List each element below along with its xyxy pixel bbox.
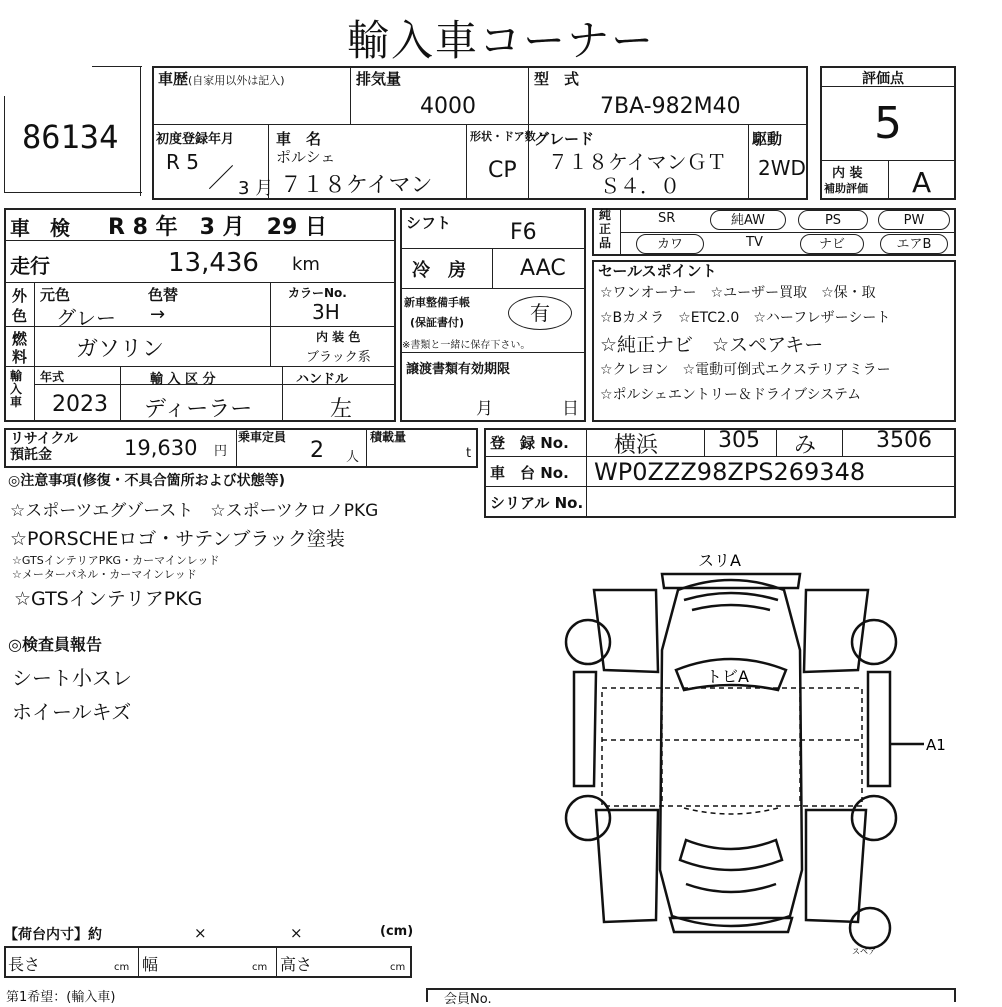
sales-point-1: ☆ワンオーナー ☆ユーザー買取 ☆保・取	[600, 285, 876, 301]
genuine-navi: ナビ	[800, 234, 864, 254]
top-info-divider	[152, 124, 808, 125]
inspection-value: R 8 年 3 月 29 日	[108, 215, 327, 240]
inspection-label: 車 検	[10, 216, 70, 240]
lot-left-line	[4, 96, 5, 192]
cargo-width-unit: cm	[252, 962, 268, 973]
sales-point-4: ☆クレヨン ☆電動可倒式エクステリアミラー	[600, 362, 891, 378]
genuine-side-label: 純 正 品	[599, 208, 612, 250]
diagram-spare-label: スペア	[852, 947, 876, 956]
import-side-label: 輸入車	[10, 369, 23, 409]
score-value: 5	[874, 98, 902, 149]
genuine-leather: カワ	[636, 234, 704, 254]
sales-points-label: セールスポイント	[598, 262, 717, 280]
color-code-value: 3H	[312, 300, 340, 324]
fuel-value: ガソリン	[76, 337, 165, 362]
displacement-value: 4000	[420, 94, 476, 119]
aircon-label: 冷 房	[412, 260, 466, 281]
color-side-label-1: 外	[12, 287, 28, 305]
fuel-side-label-2: 料	[12, 348, 28, 366]
body-value: CP	[488, 158, 517, 183]
score-label: 評価点	[862, 71, 904, 87]
color-side-label-2: 色	[12, 307, 28, 325]
registration-number: 3506	[876, 428, 932, 453]
first-reg-label: 初度登録年月	[156, 132, 235, 147]
warranty-note: ※書類と一緒に保存下さい。	[402, 340, 531, 351]
history-label: 車歴(自家用以外は記入)	[158, 70, 285, 88]
import-year-label: 年式	[40, 370, 65, 384]
shift-value: F6	[510, 220, 537, 245]
interior-value: A	[912, 166, 932, 199]
genuine-aw: 純AW	[710, 210, 786, 230]
cargo-size-row	[4, 946, 412, 978]
displacement-label: 排気量	[356, 70, 402, 88]
color-code-label: カラーNo.	[288, 286, 347, 300]
genuine-tv: TV	[746, 235, 763, 250]
note-small-2: ☆メーターパネル・カーマインレッド	[12, 568, 197, 581]
footer-hope: 第1希望：(輸入車)	[6, 990, 116, 1005]
car-maker: ポルシェ	[276, 148, 336, 166]
recycle-label-2: 預託金	[10, 447, 52, 463]
import-category-label: 輸 入 区 分	[150, 372, 216, 387]
interior-color-label: 内 装 色	[316, 330, 361, 344]
cargo-width-label: 幅	[142, 955, 159, 974]
car-name-value: ７１８ケイマン	[280, 173, 433, 198]
model-type-label: 型 式	[534, 70, 580, 88]
interior-label: 内 装	[832, 166, 863, 181]
mileage-unit: km	[292, 254, 320, 275]
grade-label: グレード	[534, 130, 595, 148]
changed-color-label: 色替	[148, 286, 179, 304]
transfer-doc-label: 譲渡書類有効期限	[406, 362, 511, 377]
interior-color-value: ブラック系	[306, 350, 371, 365]
note-item-last: ☆GTSインテリアPKG	[14, 588, 203, 610]
handle-label: ハンドル	[296, 372, 349, 387]
import-category-value: ディーラー	[144, 397, 253, 422]
registration-class: 305	[718, 428, 760, 453]
drive-value: 2WD	[758, 156, 806, 180]
cargo-unit: (cm)	[380, 924, 414, 939]
fuel-side-label-1: 燃	[12, 330, 28, 348]
lot-bottom-line	[4, 192, 142, 193]
diagram-front-label: スリA	[698, 551, 741, 570]
car-damage-diagram	[550, 540, 970, 960]
load-label: 積載量	[370, 430, 407, 444]
cargo-height-unit: cm	[390, 962, 406, 973]
cargo-length-unit: cm	[114, 962, 130, 973]
first-reg-era: R 5	[166, 150, 199, 174]
shift-label: シフト	[406, 214, 452, 232]
original-color-value: グレー	[56, 306, 116, 330]
inspector-label: ◎検査員報告	[8, 635, 102, 654]
footer-member-box	[426, 988, 956, 1002]
changed-color-value: →	[150, 304, 166, 325]
warranty-label-1: 新車整備手帳	[404, 296, 470, 309]
cargo-height-label: 高さ	[280, 955, 313, 974]
capacity-unit: 人	[346, 450, 360, 465]
warranty-label-2: (保証書付)	[410, 316, 465, 329]
recycle-value: 19,630	[124, 436, 198, 460]
genuine-sr: SR	[658, 211, 676, 226]
genuine-pw: PW	[878, 210, 950, 230]
drive-label: 駆動	[752, 130, 783, 148]
cargo-length-label: 長さ	[8, 955, 41, 974]
original-color-label: 元色	[40, 286, 71, 304]
diagram-side-label: A1	[926, 736, 946, 754]
mileage-value: 13,436	[168, 248, 259, 278]
chassis-label: 車 台 No.	[490, 464, 569, 482]
load-unit: t	[466, 446, 472, 461]
inspector-item-1: シート小スレ	[12, 666, 132, 690]
recycle-unit: 円	[214, 444, 228, 459]
model-type-value: 7BA-982M40	[600, 94, 741, 119]
footer-member-label: 会員No.	[444, 992, 492, 1007]
grade-line1: ７１８ケイマンＧＴ	[548, 150, 727, 174]
note-item-1: ☆スポーツエグゾースト ☆スポーツクロノPKG	[10, 501, 379, 521]
grade-line2: Ｓ４．０	[600, 174, 680, 198]
cargo-x1: ×	[194, 924, 207, 942]
handle-value: 左	[330, 397, 353, 422]
recycle-label-1: リサイクル	[10, 431, 79, 447]
registration-label: 登 録 No.	[490, 434, 569, 452]
note-item-2: ☆PORSCHEロゴ・サテンブラック塗装	[10, 528, 345, 550]
inspector-item-2: ホイールキズ	[12, 700, 132, 724]
body-label: 形状・ドア数	[470, 130, 536, 143]
first-reg-month: 3 月	[238, 178, 274, 199]
interior-sub-label: 補助評価	[824, 182, 868, 195]
transfer-day-unit: 日	[562, 399, 579, 419]
capacity-value: 2	[310, 438, 324, 463]
import-year-value: 2023	[52, 392, 108, 417]
mileage-label: 走行	[10, 254, 50, 278]
sales-point-2: ☆Bカメラ ☆ETC2.0 ☆ハーフレザーシート	[600, 310, 891, 326]
sales-point-5: ☆ポルシェエントリー＆ドライブシステム	[600, 387, 862, 403]
cargo-label: 【荷台内寸】約	[4, 927, 102, 943]
car-name-label: 車 名	[276, 130, 322, 148]
lot-right-line	[140, 66, 141, 196]
note-small-1: ☆GTSインテリアPKG・カーマインレッド	[12, 554, 220, 567]
notes-label: ◎注意事項(修復・不具合箇所および状態等)	[8, 473, 286, 489]
genuine-ps: PS	[798, 210, 868, 230]
registration-kana: み	[794, 433, 817, 458]
page-title: 輸入車コーナー	[346, 16, 655, 65]
capacity-label: 乗車定員	[238, 430, 287, 444]
aircon-value: AAC	[520, 256, 566, 281]
chassis-value: WP0ZZZ98ZPS269348	[594, 458, 866, 486]
lot-number: 86134	[22, 118, 119, 156]
first-reg-sep: ／	[208, 164, 235, 194]
cargo-x2: ×	[290, 924, 303, 942]
registration-area: 横浜	[614, 433, 659, 458]
lot-top-line	[92, 66, 142, 67]
serial-label: シリアル No.	[490, 494, 584, 512]
transfer-month-unit: 月	[476, 399, 493, 419]
genuine-airbag: エアB	[880, 234, 948, 254]
sales-point-3: ☆純正ナビ ☆スペアキー	[600, 334, 824, 356]
warranty-value: 有	[508, 296, 572, 330]
diagram-roof-label: トビA	[706, 667, 749, 686]
